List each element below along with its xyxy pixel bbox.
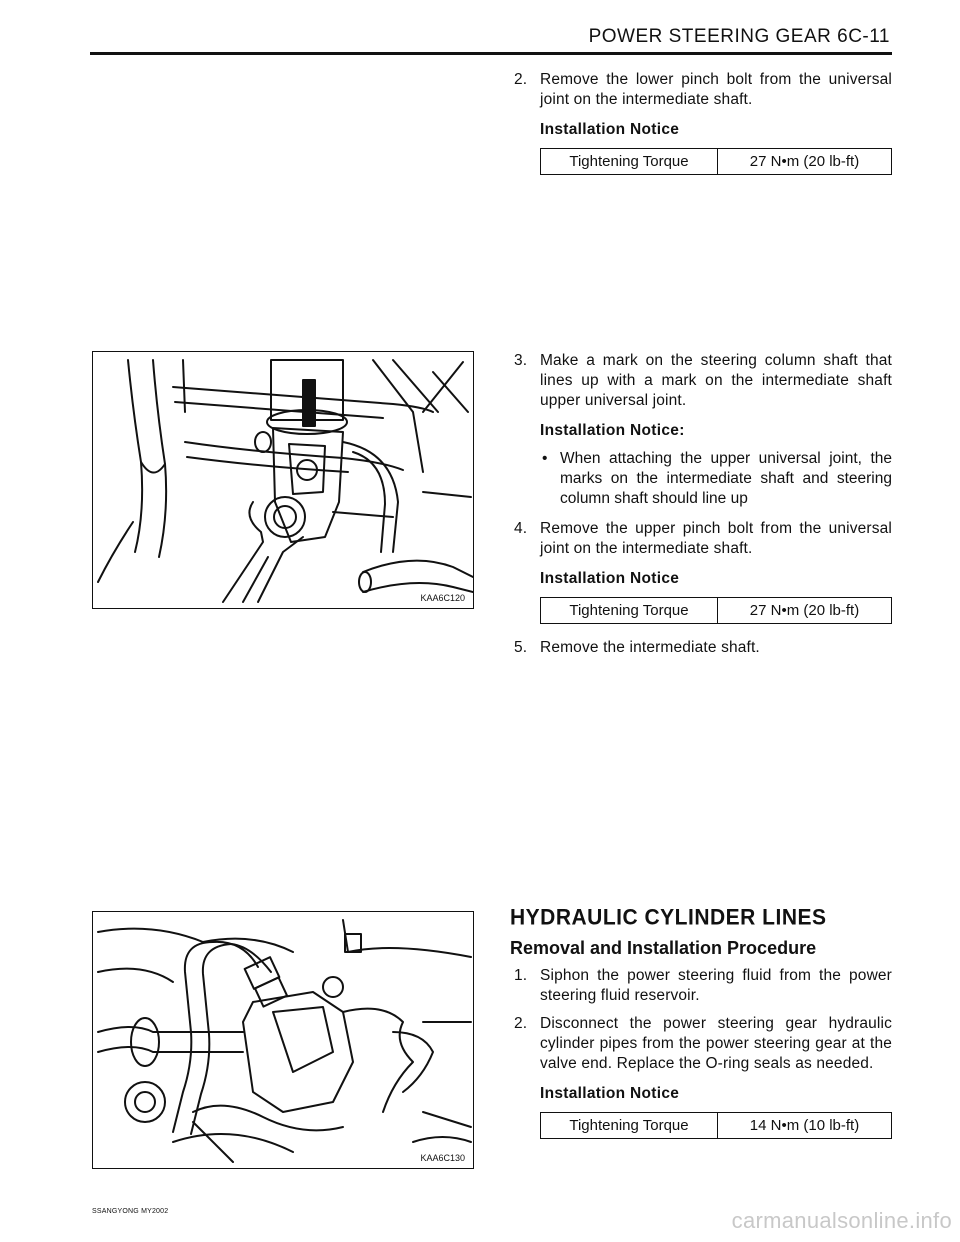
step-number: 2. xyxy=(514,71,528,88)
torque-label: Tightening Torque xyxy=(541,149,718,175)
watermark: carmanualsonline.info xyxy=(731,1208,952,1233)
step-3 xyxy=(514,351,892,411)
step-text: Disconnect the power steering gear hydraulic cylinder pipes from the power steering gear at the valve end. Replace the O-ring seals as needed. xyxy=(540,1015,892,1072)
footer-code: SSANGYONG MY2002 xyxy=(92,1208,169,1215)
section-subheading: Removal and Installation Procedure xyxy=(510,938,817,958)
figure-code: KAA6C120 xyxy=(420,593,465,603)
step-1 xyxy=(514,966,892,1006)
torque-value: 14 N•m (10 lb-ft) xyxy=(718,1113,892,1139)
step-text: Siphon the power steering fluid from the power steering fluid reservoir. xyxy=(540,967,892,1004)
step-text: Remove the lower pinch bolt from the universal joint on the intermediate shaft. xyxy=(540,71,892,108)
torque-table xyxy=(540,148,892,175)
table-row xyxy=(541,149,892,175)
page-title: POWER STEERING GEAR 6C-11 xyxy=(588,26,890,47)
step-number: 3. xyxy=(514,352,528,369)
step-number: 5. xyxy=(514,639,528,656)
torque-label: Tightening Torque xyxy=(541,1113,718,1139)
step-4 xyxy=(514,519,892,559)
bullet-item xyxy=(514,449,892,509)
torque-label: Tightening Torque xyxy=(541,598,718,624)
torque-value: 27 N•m (20 lb-ft) xyxy=(718,598,892,624)
figure-universal-joint xyxy=(92,351,474,609)
table-row xyxy=(541,598,892,624)
step-5 xyxy=(514,638,892,658)
hydraulic-lines-illustration xyxy=(93,912,473,1168)
bullet-text: When attaching the upper universal joint, the marks on the intermediate shaft and steering column shaft should line up xyxy=(560,450,892,507)
installation-notice: Installation Notice xyxy=(540,121,680,138)
step-number: 1. xyxy=(514,967,528,984)
torque-table xyxy=(540,597,892,624)
step-2-block xyxy=(514,70,892,175)
torque-table xyxy=(540,1112,892,1139)
torque-value: 27 N•m (20 lb-ft) xyxy=(718,149,892,175)
universal-joint-illustration xyxy=(93,352,473,608)
steps-3-5-block xyxy=(514,351,892,658)
figure-hydraulic-lines xyxy=(92,911,474,1169)
step-text: Remove the upper pinch bolt from the universal joint on the intermediate shaft. xyxy=(540,520,892,557)
step-text: Remove the intermediate shaft. xyxy=(540,639,760,656)
installation-notice: Installation Notice xyxy=(540,570,680,587)
header-rule xyxy=(90,52,892,55)
bullet-dot-icon: • xyxy=(542,450,548,467)
step-number: 2. xyxy=(514,1015,528,1032)
step-2 xyxy=(514,70,892,110)
step-text: Make a mark on the steering column shaft that lines up with a mark on the intermediate shaft upper universal joint. xyxy=(540,352,892,409)
section-heading: HYDRAULIC CYLINDER LINES xyxy=(510,905,827,930)
table-row xyxy=(541,1113,892,1139)
figure-code: KAA6C130 xyxy=(420,1153,465,1163)
step-number: 4. xyxy=(514,520,528,537)
hydraulic-lines-section xyxy=(510,905,892,1139)
procedure-steps xyxy=(510,966,892,1139)
installation-notice: Installation Notice: xyxy=(540,422,685,439)
step-2 xyxy=(514,1014,892,1074)
installation-notice: Installation Notice xyxy=(540,1085,680,1102)
